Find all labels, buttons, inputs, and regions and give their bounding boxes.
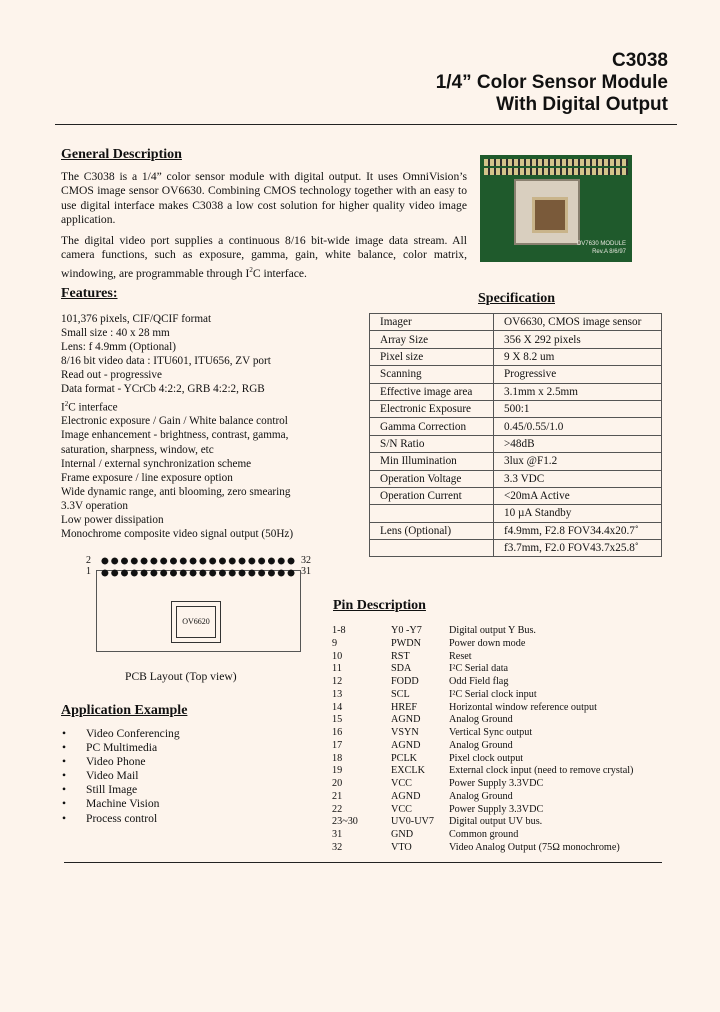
pin-signal: RST xyxy=(391,650,410,662)
specification-heading: Specification xyxy=(478,291,555,306)
feature-item: Frame exposure / line exposure option xyxy=(61,471,233,484)
application-item xyxy=(62,727,180,741)
pin-description-heading: Pin Description xyxy=(333,598,426,613)
pcb-pin-2-label: 2 xyxy=(86,555,91,566)
pin-desc: Video Analog Output (75Ω monochrome) xyxy=(449,841,620,853)
pin-desc: I²C Serial clock input xyxy=(449,688,537,700)
pin-signal: SCL xyxy=(391,688,410,700)
spec-row xyxy=(370,400,662,417)
spec-value: 10 µA Standby xyxy=(494,505,662,522)
application-item xyxy=(62,755,180,769)
pin-row xyxy=(332,842,633,855)
bullet: • xyxy=(62,727,67,740)
pin-row xyxy=(332,816,633,829)
spec-key: Operation Voltage xyxy=(370,470,494,487)
pin-number: 22 xyxy=(332,803,343,815)
application-heading: Application Example xyxy=(61,703,188,718)
pin-desc: Analog Ground xyxy=(449,739,513,751)
pin-number: 14 xyxy=(332,701,343,713)
application-item-text: Video Mail xyxy=(86,769,139,783)
pin-desc: Vertical Sync output xyxy=(449,727,533,738)
pin-signal: PWDN xyxy=(391,637,421,649)
pin-signal: FODD xyxy=(391,676,419,687)
module-photo xyxy=(480,155,632,262)
photo-sensor-chip xyxy=(514,179,580,245)
spec-key: Pixel size xyxy=(370,348,494,365)
spec-key: Electronic Exposure xyxy=(370,400,494,417)
pin-signal: GND xyxy=(391,829,414,840)
application-item-text: Video Conferencing xyxy=(86,727,180,740)
para2-superscript: 2 xyxy=(249,265,253,274)
spec-row xyxy=(370,522,662,539)
features-heading: Features: xyxy=(61,286,118,301)
bullet: • xyxy=(62,783,67,797)
pin-number: 12 xyxy=(332,676,343,687)
photo-sensor-die xyxy=(532,197,568,233)
pin-desc: Digital output Y Bus. xyxy=(449,625,536,636)
product-subtitle: With Digital Output xyxy=(496,94,668,115)
pin-desc: Digital output UV bus. xyxy=(449,816,543,828)
pcb-pin-row-top xyxy=(100,556,296,566)
feature-item: Image enhancement - brightness, contrast, gamma, xyxy=(61,429,289,442)
application-item-text: PC Multimedia xyxy=(86,741,158,755)
application-list xyxy=(62,727,180,826)
spec-key: Operation Current xyxy=(370,487,494,504)
spec-value: Progressive xyxy=(494,366,662,383)
pin-desc: Odd Field flag xyxy=(449,676,509,687)
model-number: C3038 xyxy=(612,50,668,71)
bullet: • xyxy=(62,769,67,783)
pin-number: 10 xyxy=(332,650,343,662)
spec-value: f4.9mm, F2.8 FOV34.4x20.7˚ xyxy=(494,522,662,539)
pin-signal: HREF xyxy=(391,701,418,713)
feature-item: Electronic exposure / Gain / White balance control xyxy=(61,415,288,428)
pin-number: 20 xyxy=(332,778,343,789)
pin-signal: UV0-UV7 xyxy=(391,816,435,828)
feature-item: saturation, sharpness, window, etc xyxy=(61,443,214,456)
spec-key: Imager xyxy=(370,314,494,331)
photo-top-header-2 xyxy=(484,168,628,175)
feature-item: Low power dissipation xyxy=(61,514,164,527)
pin-number: 11 xyxy=(332,663,342,675)
pin-signal: VTO xyxy=(391,841,412,853)
feature-item: Data format - YCrCb 4:2:2, GRB 4:2:2, RGB xyxy=(61,383,265,396)
pin-signal: SDA xyxy=(391,663,412,675)
pin-desc: Pixel clock output xyxy=(449,752,524,764)
spec-key: Lens (Optional) xyxy=(370,522,494,539)
spec-row xyxy=(370,540,662,557)
pin-signal: VCC xyxy=(391,803,412,815)
spec-value: OV6630, CMOS image sensor xyxy=(494,314,662,331)
feature-item: Internal / external synchronization scheme xyxy=(61,457,252,470)
pin-number: 1-8 xyxy=(332,625,346,636)
para2-tail: C interface. xyxy=(252,266,307,280)
bullet: • xyxy=(62,811,67,825)
pin-row xyxy=(332,714,633,727)
spec-row xyxy=(370,331,662,348)
pin-number: 31 xyxy=(332,829,343,840)
header-rule xyxy=(55,124,677,125)
pcb-pin-31-label: 31 xyxy=(301,566,311,577)
spec-row xyxy=(370,487,662,504)
para2-text: The digital video port supplies a continuous 8/16 bit-wide image data stream. All camera functions, such as exposure, gamma, gain, white balance, color matrix, windowing, are programmable through I xyxy=(61,234,467,280)
spec-value: 9 X 8.2 um xyxy=(494,348,662,365)
feature-item: Wide dynamic range, anti blooming, zero smearing xyxy=(61,485,291,498)
pin-row xyxy=(332,804,633,817)
pin-desc: I²C Serial data xyxy=(449,663,509,675)
i2c-text: C interface xyxy=(68,401,118,414)
photo-label-1: OV7630 MODULE xyxy=(576,241,626,247)
pin-desc: Power Supply 3.3VDC xyxy=(449,803,544,815)
pin-row xyxy=(332,829,633,842)
application-item xyxy=(62,741,180,755)
spec-value: 356 X 292 pixels xyxy=(494,331,662,348)
pin-signal: AGND xyxy=(391,790,421,802)
pin-signal: AGND xyxy=(391,739,421,751)
pin-row xyxy=(332,676,633,689)
application-item-text: Video Phone xyxy=(86,755,146,769)
spec-row xyxy=(370,435,662,452)
pin-number: 15 xyxy=(332,714,343,726)
pin-number: 9 xyxy=(332,637,338,649)
footer-rule xyxy=(64,862,662,863)
pin-desc: Analog Ground xyxy=(449,714,513,726)
pin-signal: PCLK xyxy=(391,752,418,764)
pin-desc: Reset xyxy=(449,650,472,662)
general-description-para1: The C3038 is a 1/4” color sensor module with digital output. It uses OmniVision’s CMOS image sensor OV6630. Combining CMOS technology together with an easy to use digital interface makes C3038 a low cost solution for higher quality video image application. xyxy=(61,170,467,226)
spec-key: Gamma Correction xyxy=(370,418,494,435)
spec-value: 3.1mm x 2.5mm xyxy=(494,383,662,400)
pin-row xyxy=(332,702,633,715)
i2c-superscript: 2 xyxy=(64,399,69,408)
photo-label-2: Rev.A 8/6/97 xyxy=(592,249,626,255)
spec-key: Min Illumination xyxy=(370,453,494,470)
pin-signal: VCC xyxy=(391,778,412,789)
features-list xyxy=(61,312,293,541)
pin-signal: Y0 -Y7 xyxy=(391,625,422,636)
pin-row xyxy=(332,727,633,740)
bullet: • xyxy=(62,755,67,769)
spec-value: >48dB xyxy=(494,435,662,452)
spec-row xyxy=(370,470,662,487)
feature-item: 101,376 pixels, CIF/QCIF format xyxy=(61,313,212,325)
application-item xyxy=(62,783,180,797)
spec-key: S/N Ratio xyxy=(370,435,494,452)
i2c-i: I xyxy=(61,401,65,414)
general-description-heading: General Description xyxy=(61,147,182,162)
bullet: • xyxy=(62,741,67,755)
pin-row xyxy=(332,778,633,791)
pin-desc: Analog Ground xyxy=(449,790,513,802)
feature-item: Read out - progressive xyxy=(61,369,162,382)
pcb-sensor-label: OV6620 xyxy=(176,606,216,638)
spec-value: 500:1 xyxy=(494,400,662,417)
pin-number: 21 xyxy=(332,790,343,802)
pin-row xyxy=(332,791,633,804)
feature-item: 8/16 bit video data : ITU601, ITU656, ZV port xyxy=(61,355,271,368)
spec-row xyxy=(370,366,662,383)
feature-item: Small size : 40 x 28 mm xyxy=(61,327,170,340)
product-title: 1/4” Color Sensor Module xyxy=(435,72,668,93)
spec-key xyxy=(370,505,494,522)
spec-row xyxy=(370,505,662,522)
pin-number: 13 xyxy=(332,688,343,700)
pin-signal: VSYN xyxy=(391,727,419,738)
spec-value: f3.7mm, F2.0 FOV43.7x25.8˚ xyxy=(494,540,662,557)
general-description-para2 xyxy=(61,234,467,281)
pin-number: 19 xyxy=(332,765,343,777)
pin-number: 32 xyxy=(332,841,343,853)
pin-row xyxy=(332,638,633,651)
spec-value: 3.3 VDC xyxy=(494,470,662,487)
pin-number: 17 xyxy=(332,739,343,751)
application-item-text: Still Image xyxy=(86,783,138,797)
pin-number: 16 xyxy=(332,727,343,738)
spec-row xyxy=(370,383,662,400)
spec-value: 3lux @F1.2 xyxy=(494,453,662,470)
application-item-text: Machine Vision xyxy=(86,797,160,811)
photo-board-label xyxy=(577,240,626,256)
pcb-pin-32-label: 32 xyxy=(301,555,311,566)
application-item xyxy=(62,769,180,783)
pin-row xyxy=(332,689,633,702)
feature-item: 3.3V operation xyxy=(61,499,128,512)
pin-row xyxy=(332,651,633,664)
spec-key: Scanning xyxy=(370,366,494,383)
pin-number: 23~30 xyxy=(332,816,358,828)
pcb-pin-1-label: 1 xyxy=(86,566,91,577)
spec-row xyxy=(370,418,662,435)
pcb-sensor-footprint xyxy=(171,601,221,643)
spec-row xyxy=(370,453,662,470)
pin-desc: Common ground xyxy=(449,829,519,840)
pin-desc: External clock input (need to remove crystal) xyxy=(449,765,634,777)
spec-value: 0.45/0.55/1.0 xyxy=(494,418,662,435)
spec-key: Effective image area xyxy=(370,383,494,400)
pin-row xyxy=(332,753,633,766)
pin-signal: EXCLK xyxy=(391,765,425,777)
feature-item-i2c xyxy=(61,397,293,415)
pin-row xyxy=(332,625,633,638)
spec-key: Array Size xyxy=(370,331,494,348)
application-item-text: Process control xyxy=(86,811,158,825)
spec-row xyxy=(370,348,662,365)
title-block xyxy=(436,50,668,116)
spec-value: <20mA Active xyxy=(494,487,662,504)
bullet: • xyxy=(62,797,67,811)
pin-row xyxy=(332,740,633,753)
pin-row xyxy=(332,765,633,778)
pin-desc: Horizontal window reference output xyxy=(449,701,597,713)
pcb-pin-row-bottom xyxy=(100,568,296,578)
pin-desc: Power down mode xyxy=(449,637,526,649)
feature-item: Monochrome composite video signal output (50Hz) xyxy=(61,528,294,541)
feature-item: Lens: f 4.9mm (Optional) xyxy=(61,341,176,354)
pcb-caption: PCB Layout (Top view) xyxy=(125,670,237,683)
pin-description-table xyxy=(332,625,633,855)
spec-row xyxy=(370,314,662,331)
application-item xyxy=(62,812,180,826)
pin-desc: Power Supply 3.3VDC xyxy=(449,778,544,789)
pin-signal: AGND xyxy=(391,714,421,726)
photo-top-header xyxy=(484,159,628,166)
spec-key xyxy=(370,540,494,557)
pin-row xyxy=(332,663,633,676)
application-item xyxy=(62,797,180,811)
specification-table xyxy=(369,313,662,557)
pin-number: 18 xyxy=(332,752,343,764)
